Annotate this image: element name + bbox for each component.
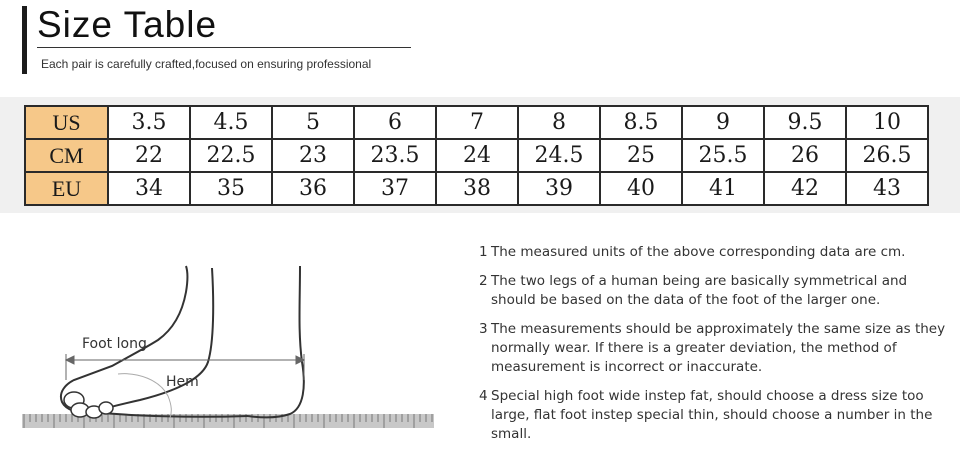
note-text: The two legs of a human being are basically symmetrical and should be based on the data of the foot of the larger one. <box>491 273 908 308</box>
table-cell: 5 <box>272 106 354 139</box>
table-row-cm <box>25 139 928 172</box>
table-cell: 23.5 <box>354 139 436 172</box>
table-cell: 8 <box>518 106 600 139</box>
note-item <box>479 272 949 310</box>
note-text: The measurements should be approximately the same size as they normally wear. If there is a greater deviation, the method of measurement is incorrect or inaccurate. <box>491 321 946 375</box>
table-cell: 24 <box>436 139 518 172</box>
table-cell: 25.5 <box>682 139 764 172</box>
title-divider <box>37 47 411 48</box>
note-number: 1 <box>479 244 488 260</box>
table-row-us <box>25 106 928 139</box>
table-cell: 9 <box>682 106 764 139</box>
table-cell: 24.5 <box>518 139 600 172</box>
table-cell: 39 <box>518 172 600 205</box>
table-cell: 25 <box>600 139 682 172</box>
table-cell: 37 <box>354 172 436 205</box>
foot-long-label: Foot long <box>82 336 147 352</box>
hem-curve <box>118 374 171 418</box>
note-text: Special high foot wide instep fat, should choose a dress size too large, flat foot instep special thin, should choose a number in the small. <box>491 388 933 442</box>
table-cell: 40 <box>600 172 682 205</box>
page-subtitle: Each pair is carefully crafted,focused on ensuring professional <box>41 57 372 71</box>
table-cell: 38 <box>436 172 518 205</box>
table-cell: 22 <box>108 139 190 172</box>
table-cell: 34 <box>108 172 190 205</box>
table-cell: 41 <box>682 172 764 205</box>
table-cell: 35 <box>190 172 272 205</box>
note-number: 3 <box>479 321 488 337</box>
note-item <box>479 243 949 262</box>
note-text: The measured units of the above corresponding data are cm. <box>491 244 906 260</box>
row-header-cm: CM <box>25 139 108 172</box>
hem-label: Hem <box>166 374 199 390</box>
table-cell: 8.5 <box>600 106 682 139</box>
table-cell: 22.5 <box>190 139 272 172</box>
table-cell: 10 <box>846 106 928 139</box>
foot-measurement-illustration <box>22 262 438 438</box>
size-table <box>24 105 929 206</box>
page-title: Size Table <box>37 4 218 45</box>
table-cell: 36 <box>272 172 354 205</box>
table-cell: 43 <box>846 172 928 205</box>
title-accent-bar <box>22 6 27 74</box>
table-cell: 6 <box>354 106 436 139</box>
note-item <box>479 387 949 444</box>
row-header-eu: EU <box>25 172 108 205</box>
note-number: 2 <box>479 273 488 289</box>
table-cell: 26 <box>764 139 846 172</box>
table-cell: 42 <box>764 172 846 205</box>
note-item <box>479 320 949 377</box>
heel-outline <box>248 266 304 417</box>
row-header-us: US <box>25 106 108 139</box>
table-cell: 26.5 <box>846 139 928 172</box>
table-cell: 7 <box>436 106 518 139</box>
table-cell: 3.5 <box>108 106 190 139</box>
measurement-notes <box>479 243 949 454</box>
table-cell: 9.5 <box>764 106 846 139</box>
table-row-eu <box>25 172 928 205</box>
table-cell: 23 <box>272 139 354 172</box>
table-cell: 4.5 <box>190 106 272 139</box>
note-number: 4 <box>479 388 488 404</box>
